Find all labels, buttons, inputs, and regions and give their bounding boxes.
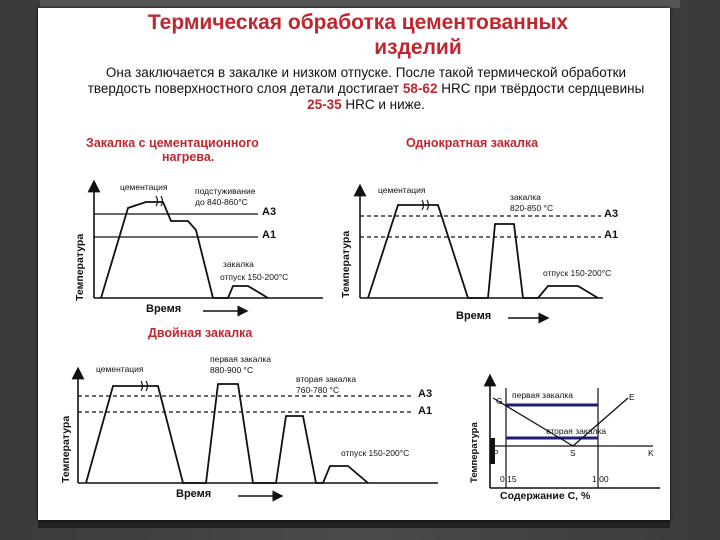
- d1-time-label: Время: [146, 303, 182, 315]
- d3-second-quench-label-1: вторая закалка: [296, 374, 357, 384]
- hrc-surface: 58-62: [402, 81, 438, 96]
- d2-a3-label: A3: [604, 208, 619, 220]
- diagram-single-quench: [360, 190, 603, 318]
- d2-quench-label-1: закалка: [510, 192, 541, 202]
- d1-subcooling-label-2: до 840-860°С: [195, 197, 248, 207]
- intro-text-2: HRC при твёрдости сердцевины: [437, 81, 645, 96]
- d4-g-label: G: [496, 396, 503, 406]
- d2-quench-label-2: 820-850 °С: [510, 203, 554, 213]
- d4-x-label: Содержание С, %: [500, 490, 591, 502]
- slide: [38, 8, 670, 520]
- d1-quench-label: закалка: [223, 259, 254, 269]
- d3-first-quench-label-2: 880-900 °С: [210, 365, 254, 375]
- d3-cementation-label: цементация: [96, 364, 144, 374]
- bottom-bar: [38, 520, 670, 528]
- d4-k-label: K: [648, 448, 654, 458]
- d1-y-label: Температура: [74, 233, 86, 301]
- d4-x-tick-1: 0.15: [500, 474, 517, 484]
- section-heading-double-quench: Двойная закалка: [148, 326, 253, 340]
- d1-break-1: [156, 196, 163, 206]
- top-bar: [40, 0, 680, 8]
- d1-a3-label: A3: [262, 206, 277, 218]
- d4-x-tick-2: 1.00: [592, 474, 609, 484]
- diagrams-svg: [38, 8, 670, 520]
- intro-text-1: Она заключается в закалке и низком отпуске. После такой термической обработки твердость поверхностного слоя детали достигает: [87, 65, 627, 96]
- d3-time-label: Время: [176, 488, 212, 500]
- d3-curve: [86, 384, 368, 483]
- section1-line2: нагрева.: [162, 150, 215, 164]
- d3-a3-label: A3: [418, 388, 433, 400]
- intro-text-3: HRC и ниже.: [341, 97, 425, 112]
- d2-tempering-label: отпуск 150-200°С: [543, 268, 612, 278]
- title-line-2: изделий: [374, 36, 462, 59]
- d3-a1-label: A1: [418, 405, 433, 417]
- title-line-1: Термическая обработка цементованных: [147, 11, 569, 34]
- d1-a1-label: A1: [262, 229, 277, 241]
- d4-y-label: Температура: [469, 422, 480, 483]
- section-heading-single-quench: Однократная закалка: [406, 136, 539, 150]
- d4-p-label: P: [493, 448, 499, 458]
- d4-first-quench-label: первая закалка: [512, 390, 574, 400]
- d1-cementation-label: цементация: [120, 182, 168, 192]
- section1-line1: Закалка с цементационного: [86, 136, 259, 150]
- hrc-core: 25-35: [307, 97, 342, 112]
- diagram-double-quench: [78, 373, 438, 496]
- d4-second-quench-label: вторая закалка: [546, 426, 607, 436]
- d3-first-quench-label-1: первая закалка: [210, 354, 272, 364]
- d1-curve: [101, 202, 268, 298]
- d3-second-quench-label-2: 760-780 °С: [296, 385, 340, 395]
- d4-e-label: E: [629, 392, 635, 402]
- d3-y-label: Температура: [60, 415, 72, 483]
- d4-s-label: S: [570, 448, 576, 458]
- d2-cementation-label: цементация: [378, 185, 426, 195]
- d3-tempering-label: отпуск 150-200°С: [341, 448, 410, 458]
- d2-curve: [368, 205, 598, 298]
- d2-a1-label: A1: [604, 229, 619, 241]
- d1-tempering-label: отпуск 150-200°С: [220, 272, 289, 282]
- d2-time-label: Время: [456, 310, 492, 322]
- d1-subcooling-label-1: подстуживание: [195, 186, 256, 196]
- d2-y-label: Температура: [340, 230, 352, 298]
